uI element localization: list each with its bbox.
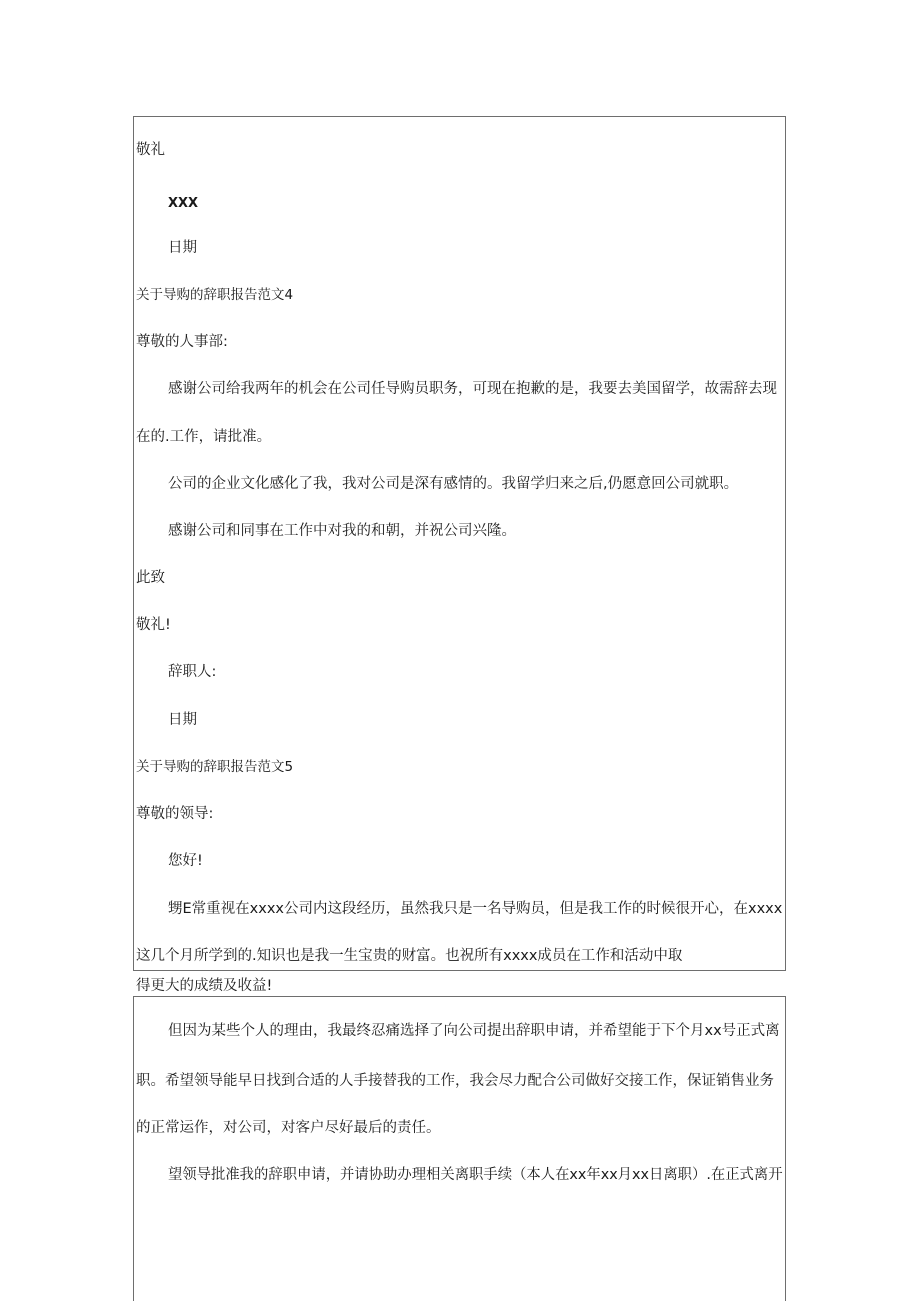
paragraph-4-2: 公司的企业文化感化了我，我对公司是深有感情的。我留学归来之后,仍愿意回公司就职。 xyxy=(168,476,739,492)
salutation-4: 尊敬的人事部: xyxy=(136,334,228,350)
paragraph-5-1-line-2: 这几个月所学到的.知识也是我一生宝贵的财富。也祝所有xxxx成员在工作和活动中取 xyxy=(136,948,683,964)
paragraph-4-3: 感谢公司和同事在工作中对我的和朝，并祝公司兴隆。 xyxy=(168,523,516,539)
section-heading-4: 关于导购的辞职报告范文4 xyxy=(136,287,294,303)
paragraph-5-1-line-3: 得更大的成绩及收益! xyxy=(136,978,273,994)
closing-4a: 此致 xyxy=(136,570,165,586)
paragraph-4-1-line-1: 感谢公司给我两年的机会在公司任导购员职务，可现在抱歉的是，我要去美国留学，故需辞去现 xyxy=(168,381,777,397)
section-heading-5: 关于导购的辞职报告范文5 xyxy=(136,759,294,775)
paragraph-5-2-line-2: 职。希望领导能早日找到合适的人手接替我的工作，我会尽力配合公司做好交接工作，保证销售业务 xyxy=(136,1073,774,1089)
resigner-label-4: 辞职人: xyxy=(168,664,217,680)
salutation-5: 尊敬的领导: xyxy=(136,806,214,822)
signer-name: XXX xyxy=(168,196,199,211)
closing-line: 敬礼 xyxy=(136,142,165,158)
closing-4b: 敬礼! xyxy=(136,617,171,633)
document-frame-top xyxy=(133,116,786,971)
paragraph-5-2-line-1: 但因为某些个人的理由，我最终忍痛选择了向公司提出辞职申请，并希望能于下个月xx号正式离 xyxy=(168,1023,780,1039)
paragraph-5-2-line-3: 的正常运作，对公司，对客户尽好最后的责任。 xyxy=(136,1120,441,1136)
date-line: 日期 xyxy=(168,240,197,256)
document-frame-bottom xyxy=(133,996,786,1301)
date-line-4: 日期 xyxy=(168,712,197,728)
paragraph-5-3-line-1: 望领导批准我的辞职申请，并请协助办理相关离职手续（本人在xx年xx月xx日离职）.在正式离开 xyxy=(168,1167,783,1183)
paragraph-5-1-line-1: 甥E常重视在xxxx公司内这段经历，虽然我只是一名导购员，但是我工作的时候很开心，在xxxx xyxy=(168,901,783,917)
greeting-5: 您好! xyxy=(168,853,203,869)
paragraph-4-1-line-2: 在的.工作，请批准。 xyxy=(136,429,272,445)
